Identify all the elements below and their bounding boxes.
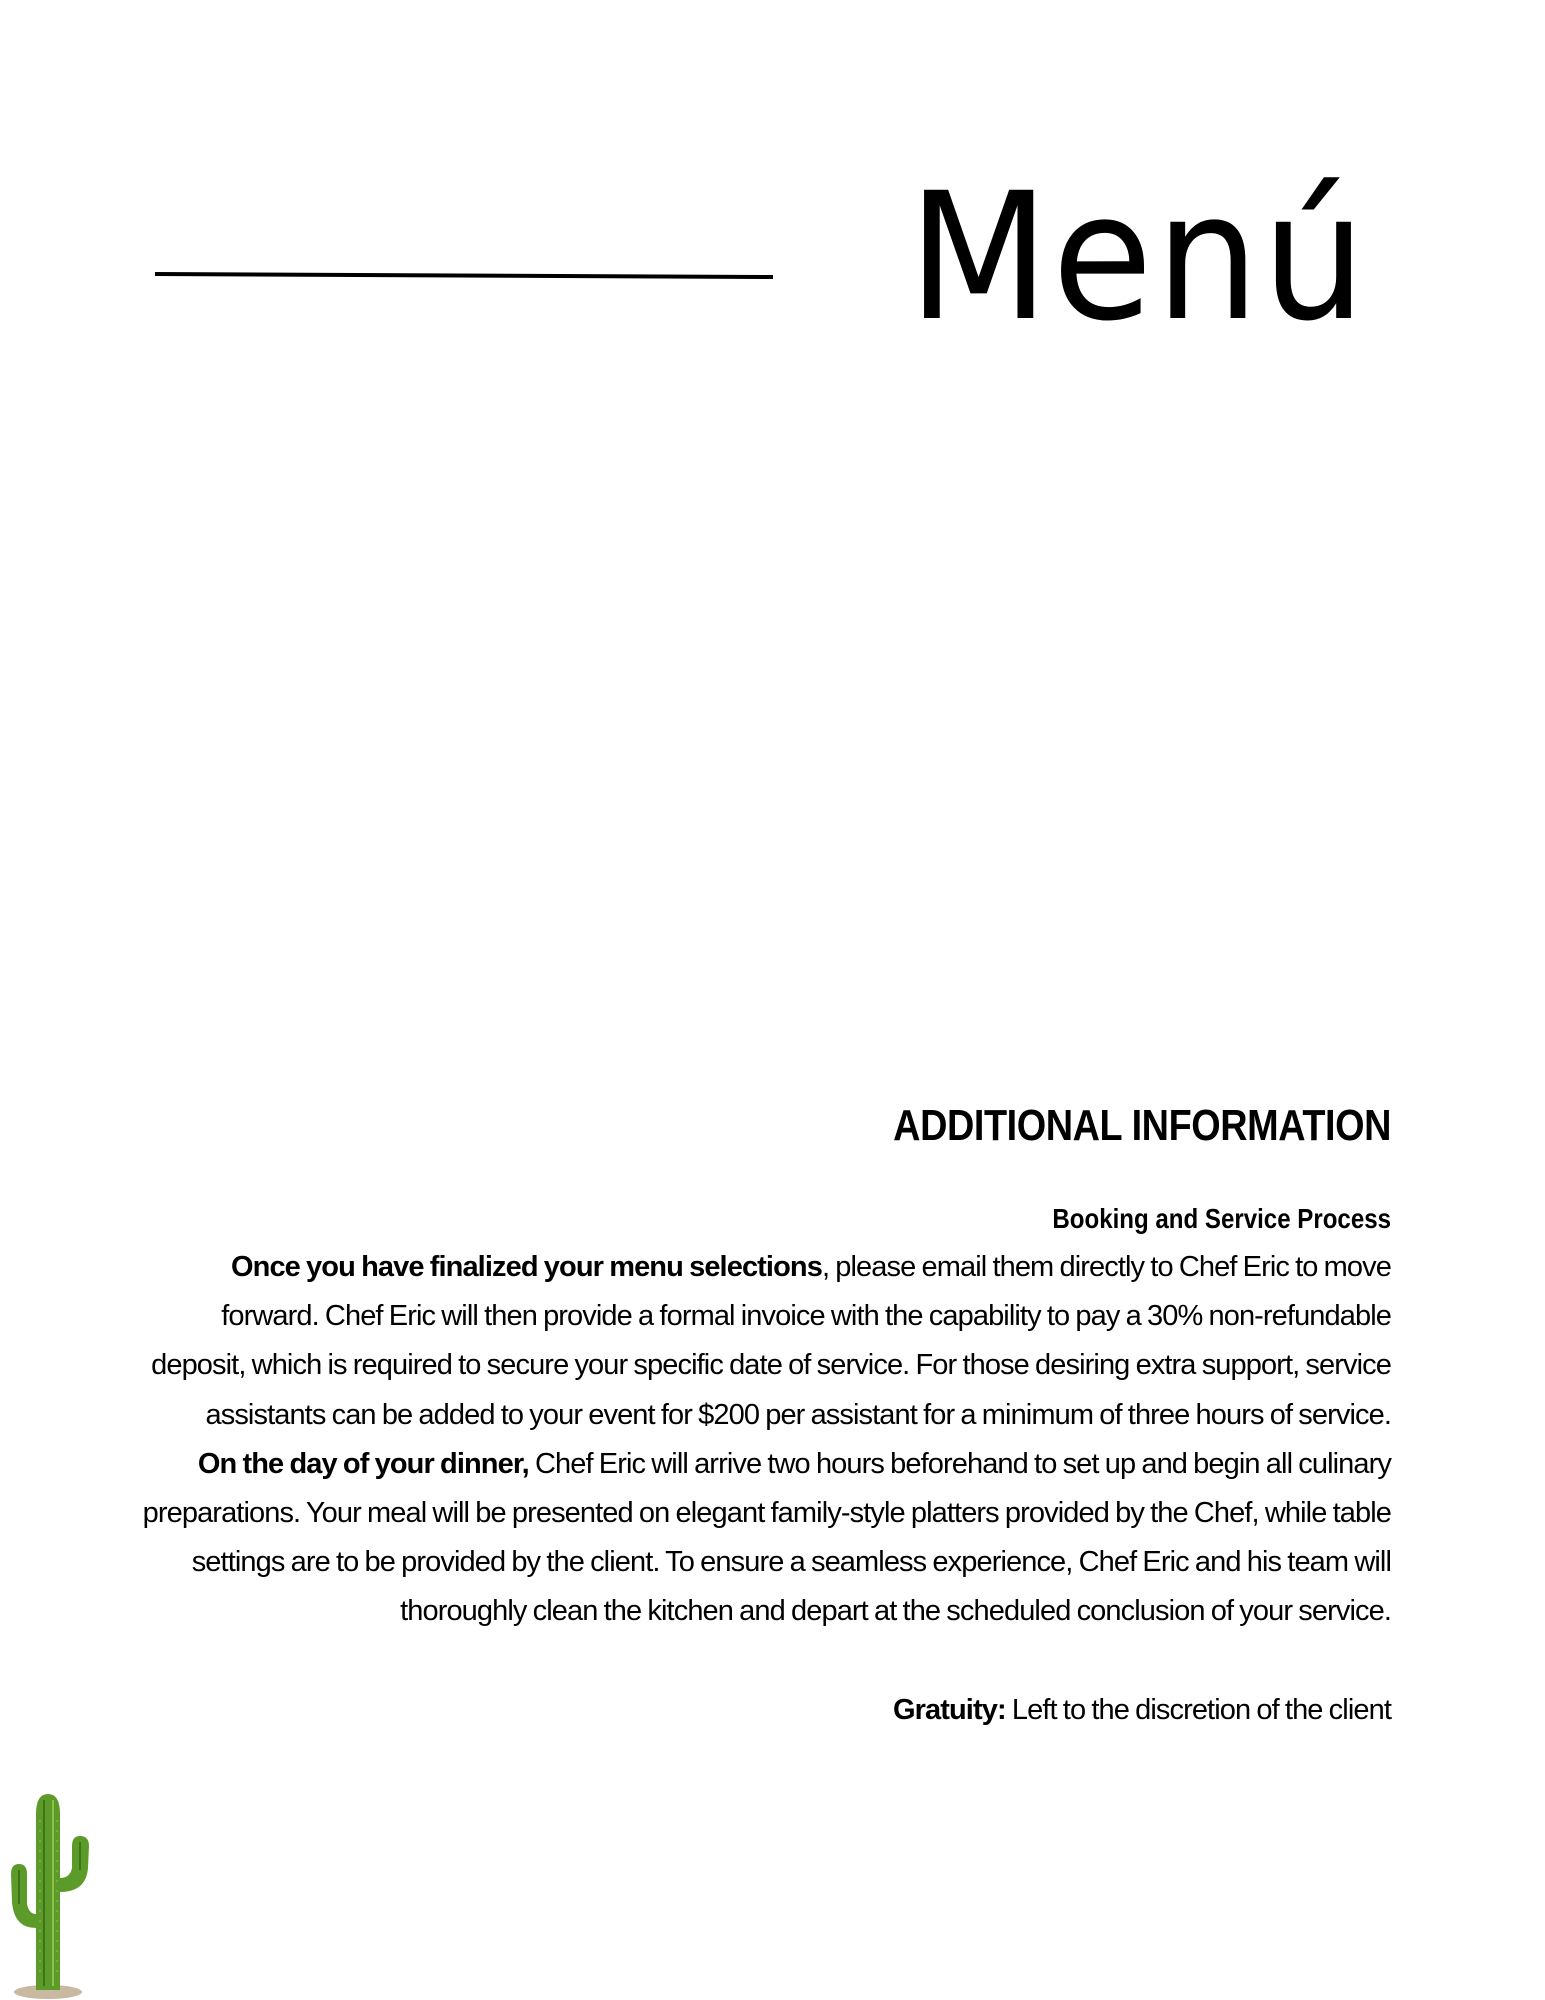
- gratuity-text: Left to the discretion of the client: [1005, 1693, 1391, 1726]
- booking-paragraph-lead: Once you have finalized your menu selections: [230, 1251, 822, 1283]
- booking-process-subheading: Booking and Service Process: [1052, 1203, 1391, 1234]
- day-of-dinner-paragraph: [141, 1440, 1391, 1637]
- additional-information-heading: ADDITIONAL INFORMATION: [893, 1101, 1391, 1150]
- day-of-dinner-text: Chef Eric will arrive two hours beforehand to set up and begin all culinary preparations. Your meal will be presented on elegant family-style platters provided by the Chef, while table settings are to be provided by the client. To ensure a seamless experience, Chef Eric and his team will thoroughly clean the kitchen and depart at the scheduled conclusion of your service.: [142, 1447, 1391, 1628]
- additional-information-section: [141, 1093, 1391, 1735]
- title-divider-line: [155, 272, 773, 279]
- day-of-dinner-lead: On the day of your dinner,: [197, 1447, 529, 1480]
- cactus-icon: [0, 1780, 100, 2000]
- booking-paragraph: [141, 1243, 1391, 1440]
- gratuity-label: Gratuity:: [892, 1693, 1006, 1726]
- booking-paragraph-text: , please email them directly to Chef Eric to move forward. Chef Eric will then provide a formal invoice with the capability to pay a 30% non-refundable deposit, which is required to secure your specific date of service. For those desiring extra support, service assistants can be added to your event for $200 per assistant for a minimum of three hours of service.: [151, 1251, 1391, 1431]
- page-title: Menú: [908, 155, 1369, 360]
- gratuity-line: [141, 1686, 1391, 1735]
